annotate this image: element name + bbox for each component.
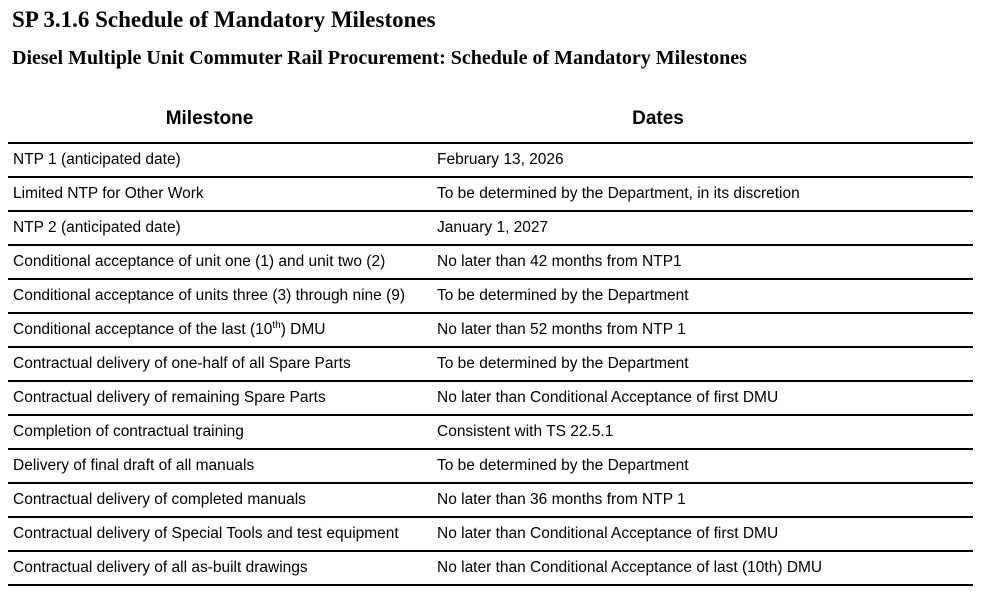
table-row [8,517,973,551]
column-header-milestone: Milestone [8,96,433,143]
date-cell: January 1, 2027 [433,211,973,245]
ordinal-superscript: th [272,319,281,331]
document-subtitle: Diesel Multiple Unit Commuter Rail Procurement: Schedule of Mandatory Milestones [12,47,747,69]
column-header-dates: Dates [433,96,973,143]
date-cell: No later than Conditional Acceptance of first DMU [433,381,973,415]
date-cell: To be determined by the Department [433,449,973,483]
milestone-cell: Conditional acceptance of units three (3) through nine (9) [8,279,433,313]
date-cell: February 13, 2026 [433,143,973,177]
table-row [8,177,973,211]
milestone-cell: Delivery of final draft of all manuals [8,449,433,483]
milestone-cell: Contractual delivery of Special Tools and test equipment [8,517,433,551]
milestone-cell: Conditional acceptance of unit one (1) and unit two (2) [8,245,433,279]
milestone-cell: Contractual delivery of remaining Spare Parts [8,381,433,415]
milestone-text: Conditional acceptance of the last (10 [13,321,273,338]
milestone-cell: NTP 2 (anticipated date) [8,211,433,245]
table-header-row [8,96,973,143]
table-row [8,143,973,177]
table-row [8,245,973,279]
table-row [8,415,973,449]
milestone-cell: Completion of contractual training [8,415,433,449]
milestone-cell: Contractual delivery of all as-built drawings [8,551,433,585]
table-row [8,211,973,245]
date-cell: No later than 52 months from NTP 1 [433,313,973,347]
date-cell: No later than Conditional Acceptance of first DMU [433,517,973,551]
table-row [8,313,973,347]
date-cell: No later than 42 months from NTP1 [433,245,973,279]
table-row [8,551,973,585]
date-cell: To be determined by the Department, in its discretion [433,177,973,211]
date-cell: To be determined by the Department [433,347,973,381]
table-row [8,279,973,313]
date-cell: No later than Conditional Acceptance of last (10th) DMU [433,551,973,585]
date-cell: Consistent with TS 22.5.1 [433,415,973,449]
date-cell: No later than 36 months from NTP 1 [433,483,973,517]
milestone-cell: Contractual delivery of completed manuals [8,483,433,517]
milestone-cell [8,313,433,347]
table-row [8,449,973,483]
milestones-table [8,96,973,586]
table-row [8,347,973,381]
milestone-cell: NTP 1 (anticipated date) [8,143,433,177]
milestone-cell: Limited NTP for Other Work [8,177,433,211]
date-cell: To be determined by the Department [433,279,973,313]
section-title: SP 3.1.6 Schedule of Mandatory Milestones [12,7,436,32]
milestone-text: ) DMU [280,321,326,338]
table-row [8,483,973,517]
table-row [8,381,973,415]
milestone-cell: Contractual delivery of one-half of all Spare Parts [8,347,433,381]
